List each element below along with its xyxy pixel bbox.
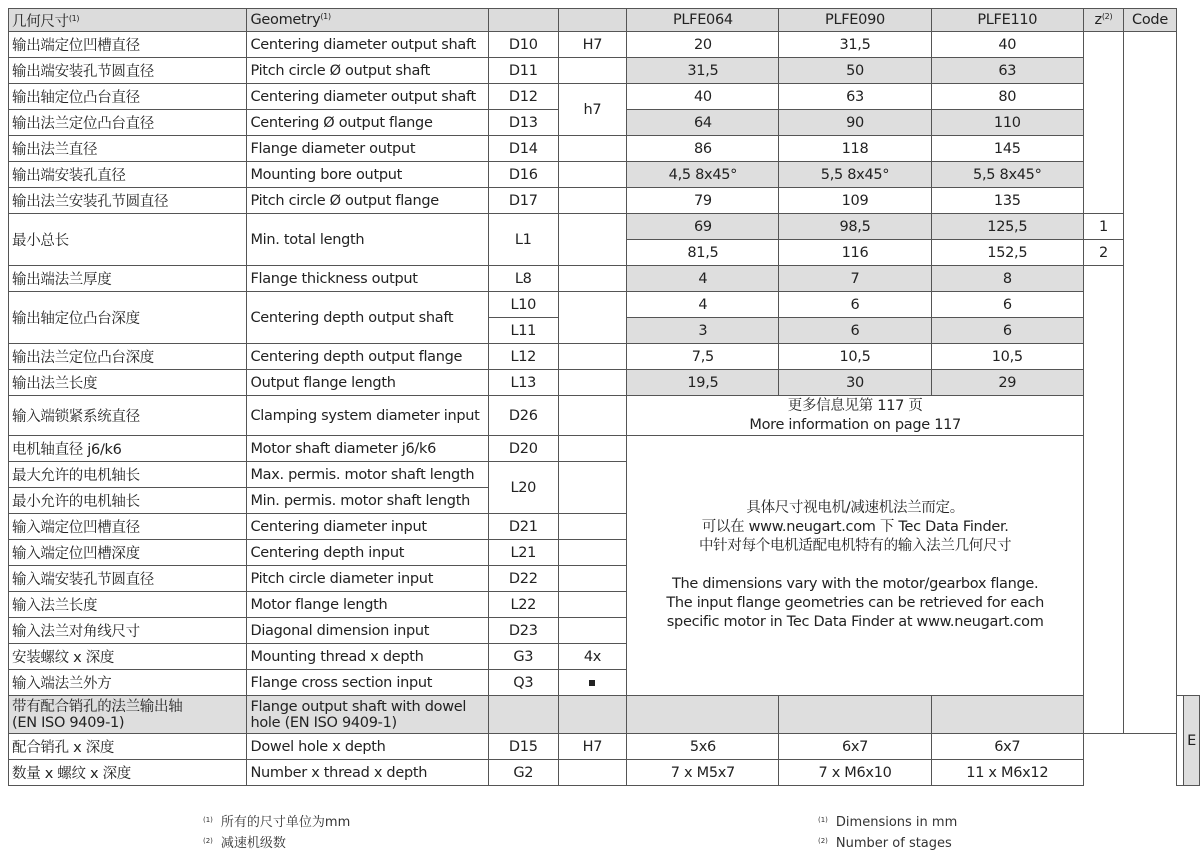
row-cn: 输入端定位凹槽直径: [9, 514, 247, 540]
row-symbol: D16: [489, 162, 558, 188]
note-motor-flange: [627, 436, 1084, 696]
note-more-info-cn: 更多信息见第 117 页: [787, 397, 923, 414]
row-cn: 输出法兰定位凸台直径: [9, 110, 247, 136]
value-cell: 40: [931, 32, 1083, 58]
row-symbol: L22: [489, 592, 558, 618]
value-cell: 10,5: [931, 344, 1083, 370]
value-cell: 6x7: [779, 734, 931, 760]
row-en: Output flange length: [247, 370, 489, 396]
square-bullet-icon: [558, 670, 627, 696]
row-tolerance: H7: [558, 32, 627, 58]
row-en: Diagonal dimension input: [247, 618, 489, 644]
row-cn: 输出轴定位凸台深度: [9, 292, 247, 344]
note-motor-en-3: specific motor in Tec Data Finder at www.neugart.com: [666, 614, 1044, 630]
flange-option-empty: [489, 696, 558, 734]
row-en: Centering depth input: [247, 540, 489, 566]
row-en: Pitch circle diameter input: [247, 566, 489, 592]
value-cell: 90: [779, 110, 931, 136]
flange-option-empty: [931, 696, 1083, 734]
value-cell: 109: [779, 188, 931, 214]
row-symbol: D14: [489, 136, 558, 162]
value-cell: 6x7: [931, 734, 1083, 760]
row-cn: 电机轴直径 j6/k6: [9, 436, 247, 462]
value-cell: 10,5: [779, 344, 931, 370]
row-cn: 最大允许的电机轴长: [9, 462, 247, 488]
note-more-info: [627, 396, 1084, 436]
row-en: Centering Ø output flange: [247, 110, 489, 136]
row-symbol: L12: [489, 344, 558, 370]
row-symbol: D26: [489, 396, 558, 436]
row-tolerance: [558, 266, 627, 292]
row-cn: 输出法兰安装孔节圆直径: [9, 188, 247, 214]
value-cell: 3: [627, 318, 779, 344]
row-cn: 输入端法兰外方: [9, 670, 247, 696]
row-cn: 最小允许的电机轴长: [9, 488, 247, 514]
value-cell: 4: [627, 266, 779, 292]
value-cell: 98,5: [779, 214, 931, 240]
row-symbol: L11: [489, 318, 558, 344]
table-row: [9, 214, 1200, 240]
note-motor-cn-2: 可以在 www.neugart.com 下 Tec Data Finder.: [701, 519, 1009, 535]
row-en: Mounting thread x depth: [247, 644, 489, 670]
row-en: Flange cross section input: [247, 670, 489, 696]
flange-option-title-en: Flange output shaft with dowel hole (EN ISO 9409-1): [247, 696, 489, 734]
row-cn: 输入端安装孔节圆直径: [9, 566, 247, 592]
value-cell: 135: [931, 188, 1083, 214]
row-tolerance: [558, 514, 627, 540]
table-header-row: [9, 9, 1200, 32]
row-tolerance: [558, 540, 627, 566]
row-symbol: Q3: [489, 670, 558, 696]
value-cell: 7,5: [627, 344, 779, 370]
row-symbol: G2: [489, 760, 558, 786]
row-cn: 数量 x 螺纹 x 深度: [9, 760, 247, 786]
note-motor-cn-3: 中针对每个电机适配电机特有的输入法兰几何尺寸: [698, 538, 1012, 554]
flange-option-empty: [627, 696, 779, 734]
value-cell: 31,5: [779, 32, 931, 58]
row-symbol: D15: [489, 734, 558, 760]
row-tolerance: [558, 214, 627, 266]
value-cell: 20: [627, 32, 779, 58]
table-row: [9, 760, 1200, 786]
value-cell: 125,5: [931, 214, 1083, 240]
table-row: [9, 136, 1200, 162]
value-cell: 40: [627, 84, 779, 110]
row-symbol: D22: [489, 566, 558, 592]
row-tolerance: 4x: [558, 644, 627, 670]
header-z: $z^{(2)}$: [1083, 9, 1123, 32]
value-cell: 116: [779, 240, 931, 266]
value-cell: 86: [627, 136, 779, 162]
row-tolerance: [558, 162, 627, 188]
row-tolerance: [558, 436, 627, 462]
row-symbol: L21: [489, 540, 558, 566]
header-model-3: PLFE110: [931, 9, 1083, 32]
stage-count: 2: [1083, 240, 1123, 266]
row-cn: 输出法兰定位凸台深度: [9, 344, 247, 370]
row-symbol: L1: [489, 214, 558, 266]
value-cell: 5,5 8x45°: [931, 162, 1083, 188]
geometry-table: [8, 8, 1200, 786]
row-tolerance: [558, 566, 627, 592]
footnote: $^{(2)}$ 减速机级数: [203, 836, 286, 851]
value-cell: 80: [931, 84, 1083, 110]
flange-option-header-row: [9, 696, 1200, 734]
row-en: Number x thread x depth: [247, 760, 489, 786]
value-cell: 5x6: [627, 734, 779, 760]
table-row: [9, 344, 1200, 370]
row-symbol: L13: [489, 370, 558, 396]
table-row: [9, 58, 1200, 84]
row-cn: 输出端安装孔直径: [9, 162, 247, 188]
note-motor-en-1: The dimensions vary with the motor/gearbox flange.: [671, 576, 1039, 592]
value-cell: 7: [779, 266, 931, 292]
row-en: Centering diameter output shaft: [247, 32, 489, 58]
row-en: Flange diameter output: [247, 136, 489, 162]
row-tolerance: [558, 58, 627, 84]
header-cn: 几何尺寸$^{(1)}$: [9, 9, 247, 32]
row-symbol: L10: [489, 292, 558, 318]
table-row: [9, 188, 1200, 214]
row-symbol: D11: [489, 58, 558, 84]
table-row: [9, 84, 1200, 110]
row-symbol: L20: [489, 462, 558, 514]
footnote: $^{(2)}$ Number of stages: [818, 836, 952, 851]
value-cell: 69: [627, 214, 779, 240]
option-code: E: [1184, 696, 1200, 786]
value-cell: 145: [931, 136, 1083, 162]
row-tolerance: H7: [558, 734, 627, 760]
footnotes-cn: [203, 810, 350, 852]
table-row: [9, 436, 1200, 462]
row-cn: 输入端定位凹槽深度: [9, 540, 247, 566]
table-row: [9, 266, 1200, 292]
row-en: Motor flange length: [247, 592, 489, 618]
value-cell: 6: [931, 292, 1083, 318]
row-cn: 安装螺纹 x 深度: [9, 644, 247, 670]
value-cell: 7 x M6x10: [779, 760, 931, 786]
value-cell: 31,5: [627, 58, 779, 84]
value-cell: 11 x M6x12: [931, 760, 1083, 786]
row-en: Pitch circle Ø output flange: [247, 188, 489, 214]
value-cell: 81,5: [627, 240, 779, 266]
row-en: Dowel hole x depth: [247, 734, 489, 760]
row-symbol: D23: [489, 618, 558, 644]
table-row: [9, 370, 1200, 396]
row-tolerance: [558, 618, 627, 644]
row-symbol: D17: [489, 188, 558, 214]
header-model-1: PLFE064: [627, 9, 779, 32]
row-tolerance: [558, 760, 627, 786]
value-cell: 64: [627, 110, 779, 136]
row-symbol: D20: [489, 436, 558, 462]
row-cn: 输出端法兰厚度: [9, 266, 247, 292]
row-cn: 输出法兰长度: [9, 370, 247, 396]
row-en: Centering depth output shaft: [247, 292, 489, 344]
row-cn: 输出端安装孔节圆直径: [9, 58, 247, 84]
flange-option-title-cn: 带有配合销孔的法兰输出轴 (EN ISO 9409-1): [9, 696, 247, 734]
row-cn: 输出轴定位凸台直径: [9, 84, 247, 110]
value-cell: 63: [931, 58, 1083, 84]
row-en: Min. permis. motor shaft length: [247, 488, 489, 514]
header-tolerance: [558, 9, 627, 32]
header-symbol: [489, 9, 558, 32]
value-cell: 30: [779, 370, 931, 396]
row-en: Centering depth output flange: [247, 344, 489, 370]
row-tolerance: [558, 370, 627, 396]
value-cell: 152,5: [931, 240, 1083, 266]
z-empty-cell: [1177, 696, 1184, 786]
row-symbol: D13: [489, 110, 558, 136]
row-symbol: G3: [489, 644, 558, 670]
row-en: Mounting bore output: [247, 162, 489, 188]
row-symbol: L8: [489, 266, 558, 292]
row-tolerance: [558, 344, 627, 370]
table-row: [9, 292, 1200, 318]
header-model-2: PLFE090: [779, 9, 931, 32]
row-cn: 配合销孔 x 深度: [9, 734, 247, 760]
note-motor-cn-1: 具体尺寸视电机/减速机法兰而定。: [746, 500, 964, 516]
footnote: $^{(1)}$ 所有的尺寸单位为mm: [203, 815, 351, 830]
table-row: [9, 396, 1200, 436]
table-row: [9, 32, 1200, 58]
note-more-info-en: More information on page 117: [749, 416, 961, 433]
row-cn: 输入法兰对角线尺寸: [9, 618, 247, 644]
z-empty-cell: [1083, 32, 1123, 214]
flange-option-empty: [558, 696, 627, 734]
row-tolerance: [558, 136, 627, 162]
value-cell: 6: [779, 318, 931, 344]
value-cell: 4: [627, 292, 779, 318]
value-cell: 7 x M5x7: [627, 760, 779, 786]
value-cell: 6: [931, 318, 1083, 344]
header-en: Geometry$^{(1)}$: [247, 9, 489, 32]
value-cell: 6: [779, 292, 931, 318]
row-cn: 输入法兰长度: [9, 592, 247, 618]
row-en: Pitch circle Ø output shaft: [247, 58, 489, 84]
row-en: Centering diameter output shaft: [247, 84, 489, 110]
code-empty-cell: [1123, 32, 1176, 734]
row-tolerance: [558, 592, 627, 618]
value-cell: 29: [931, 370, 1083, 396]
row-symbol: D12: [489, 84, 558, 110]
header-code: Code: [1123, 9, 1176, 32]
row-en: Centering diameter input: [247, 514, 489, 540]
row-en: Clamping system diameter input: [247, 396, 489, 436]
row-symbol: D21: [489, 514, 558, 540]
row-tolerance: [558, 396, 627, 436]
row-symbol: D10: [489, 32, 558, 58]
table-row: [9, 734, 1200, 760]
row-tolerance: [558, 292, 627, 344]
footnotes-en: [818, 810, 957, 852]
value-cell: 5,5 8x45°: [779, 162, 931, 188]
table-row: [9, 162, 1200, 188]
row-cn: 输入端锁紧系统直径: [9, 396, 247, 436]
value-cell: 19,5: [627, 370, 779, 396]
footnote: $^{(1)}$ Dimensions in mm: [818, 815, 958, 830]
stage-count: 1: [1083, 214, 1123, 240]
value-cell: 50: [779, 58, 931, 84]
row-en: Max. permis. motor shaft length: [247, 462, 489, 488]
value-cell: 110: [931, 110, 1083, 136]
row-cn: 输出法兰直径: [9, 136, 247, 162]
value-cell: 118: [779, 136, 931, 162]
row-tolerance: [558, 462, 627, 514]
flange-option-empty: [779, 696, 931, 734]
row-tolerance: [558, 188, 627, 214]
row-en: Min. total length: [247, 214, 489, 266]
value-cell: 79: [627, 188, 779, 214]
row-cn: 输出端定位凹槽直径: [9, 32, 247, 58]
row-en: Flange thickness output: [247, 266, 489, 292]
value-cell: 4,5 8x45°: [627, 162, 779, 188]
value-cell: 63: [779, 84, 931, 110]
note-motor-en-2: The input flange geometries can be retrieved for each: [666, 595, 1045, 611]
value-cell: 8: [931, 266, 1083, 292]
row-tolerance: h7: [558, 84, 627, 136]
row-cn: 最小总长: [9, 214, 247, 266]
z-empty-cell: [1083, 266, 1123, 734]
row-en: Motor shaft diameter j6/k6: [247, 436, 489, 462]
